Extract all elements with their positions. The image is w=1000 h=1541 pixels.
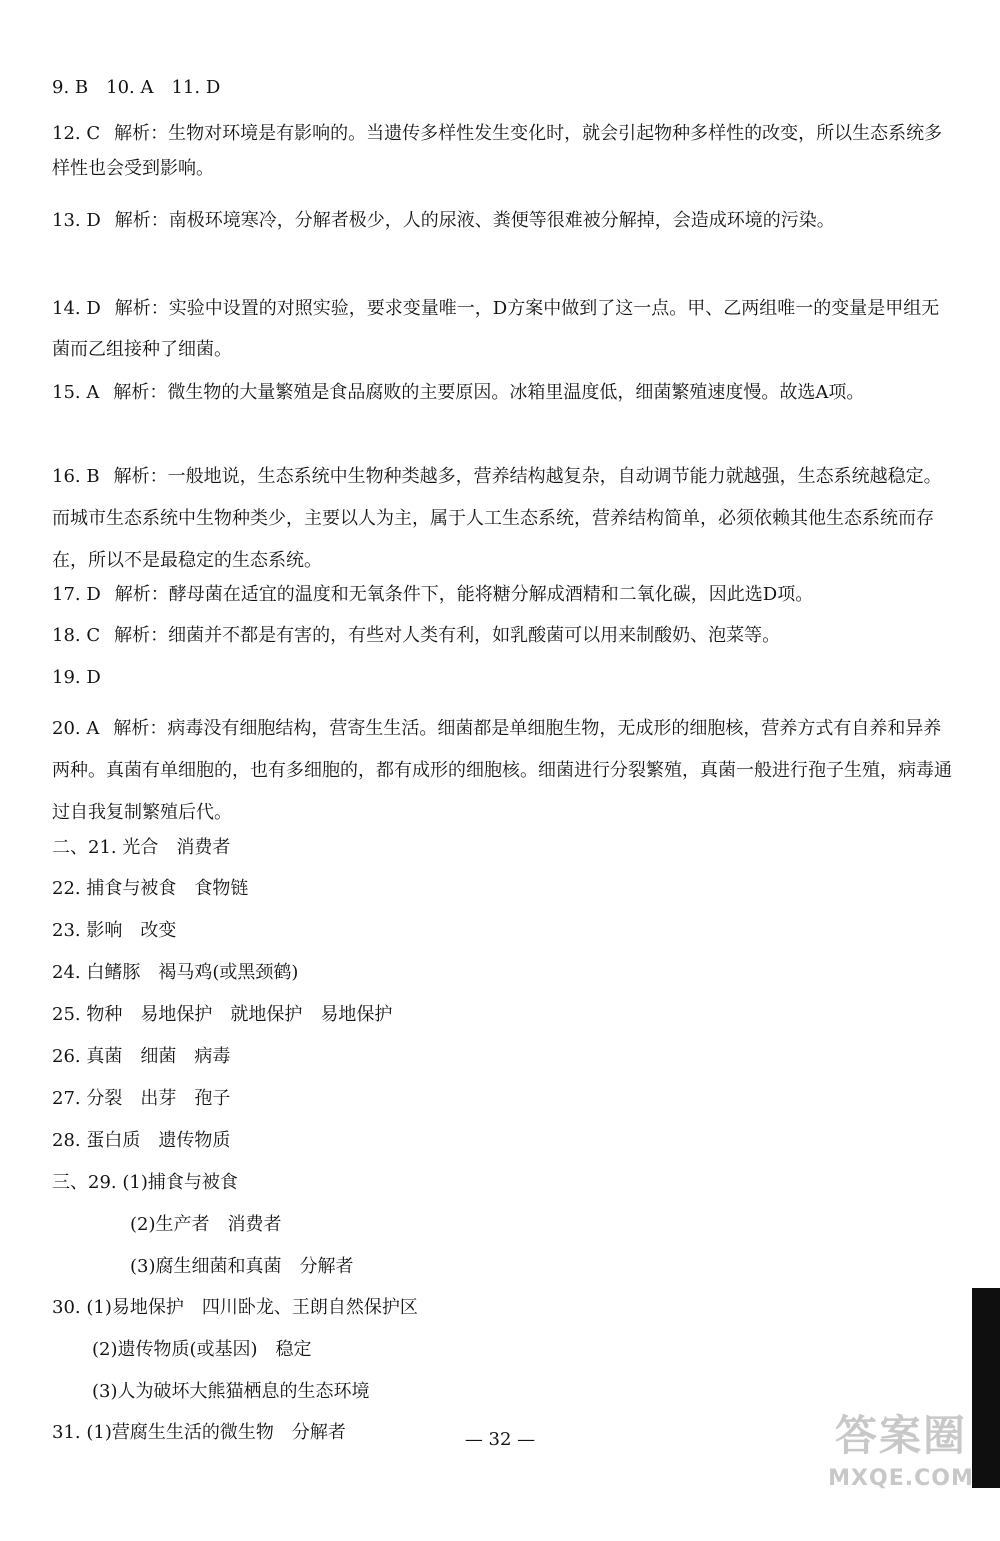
answer-line-q31-1: 31. (1)营腐生生活的微生物 分解者 bbox=[52, 1422, 346, 1443]
analysis-text: 实验中设置的对照实验，要求变量唯一，D方案中做到了这一点。甲、乙两组唯一的变量是甲组无菌而乙组接种了细菌。 bbox=[52, 298, 940, 360]
watermark-logo bbox=[820, 1408, 982, 1536]
answer-label: 12. C bbox=[52, 123, 101, 144]
answer-line-q22: 22. 捕食与被食 食物链 bbox=[52, 878, 249, 899]
analysis-text: 酵母菌在适宜的温度和无氧条件下，能将糖分解成酒精和二氧化碳，因此选D项。 bbox=[168, 584, 814, 605]
watermark-logo-text: 答案圈 bbox=[834, 1411, 967, 1460]
answer-label: 16. B bbox=[52, 466, 100, 487]
analysis-tag: 解析： bbox=[114, 123, 169, 144]
answer-line-q23: 23. 影响 改变 bbox=[52, 920, 177, 941]
analysis-text: 一般地说，生态系统中生物种类越多，营养结构越复杂，自动调节能力就越强，生态系统越稳定。而城市生态系统中生物种类少，主要以人为主，属于人工生态系统，营养结构简单，必须依赖其他生态系统而存在，所以不是最稳定的生态系统。 bbox=[52, 466, 942, 571]
analysis-tag: 解析： bbox=[114, 210, 169, 231]
answer-line-q19: 19. D bbox=[52, 667, 101, 688]
answer-label: 14. D bbox=[52, 298, 101, 319]
analysis-tag: 解析： bbox=[114, 625, 169, 646]
answer-label: 20. A bbox=[52, 718, 100, 739]
analysis-text: 微生物的大量繁殖是食品腐败的主要原因。冰箱里温度低，细菌繁殖速度慢。故选A项。 bbox=[167, 382, 865, 403]
answer-line-q30-3: (3)人为破坏大熊猫栖息的生态环境 bbox=[92, 1381, 370, 1402]
answer-q15 bbox=[52, 372, 952, 414]
analysis-text: 细菌并不都是有害的，有些对人类有利，如乳酸菌可以用来制酸奶、泡菜等。 bbox=[168, 625, 781, 646]
analysis-tag: 解析： bbox=[113, 382, 168, 403]
answer-q13 bbox=[52, 200, 952, 242]
answer-label: 18. C bbox=[52, 625, 101, 646]
answer-line-q28: 28. 蛋白质 遗传物质 bbox=[52, 1130, 231, 1151]
answer-line-q9-11: 9. B 10. A 11. D bbox=[52, 77, 221, 98]
answer-q17 bbox=[52, 583, 952, 607]
analysis-tag: 解析： bbox=[113, 466, 168, 487]
answer-q18 bbox=[52, 624, 952, 648]
answer-line-q24: 24. 白鳍豚 褐马鸡(或黑颈鹤) bbox=[52, 962, 299, 983]
answer-line-q29-1: 三、29. (1)捕食与被食 bbox=[52, 1172, 238, 1193]
answer-label: 17. D bbox=[52, 584, 101, 605]
answer-label: 13. D bbox=[52, 210, 101, 231]
answer-q20 bbox=[52, 708, 952, 834]
analysis-text: 病毒没有细胞结构，营寄生生活。细菌都是单细胞生物，无成形的细胞核，营养方式有自养和异养两种。真菌有单细胞的，也有多细胞的，都有成形的细胞核。细菌进行分裂繁殖，真菌一般进行孢子生殖，病毒通过自我复制繁殖后代。 bbox=[52, 718, 952, 823]
answer-line-q29-3: (3)腐生细菌和真菌 分解者 bbox=[130, 1256, 354, 1277]
analysis-tag: 解析： bbox=[114, 584, 169, 605]
answer-q16 bbox=[52, 456, 952, 582]
answer-q12 bbox=[52, 116, 952, 186]
analysis-text: 南极环境寒冷，分解者极少，人的尿液、粪便等很难被分解掉，会造成环境的污染。 bbox=[168, 210, 835, 231]
answer-q14 bbox=[52, 288, 952, 370]
page-number: — 32 — bbox=[464, 1429, 536, 1450]
answer-line-q30-2: (2)遗传物质(或基因) 稳定 bbox=[92, 1339, 312, 1360]
answer-line-q27: 27. 分裂 出芽 孢子 bbox=[52, 1088, 231, 1109]
analysis-tag: 解析： bbox=[114, 298, 169, 319]
answer-line-q26: 26. 真菌 细菌 病毒 bbox=[52, 1046, 231, 1067]
answer-line-q30-1: 30. (1)易地保护 四川卧龙、王朗自然保护区 bbox=[52, 1297, 418, 1318]
answer-label: 15. A bbox=[52, 382, 100, 403]
analysis-tag: 解析： bbox=[113, 718, 168, 739]
answer-line-q21: 二、21. 光合 消费者 bbox=[52, 837, 231, 858]
watermark-url: MXQE.COM bbox=[828, 1466, 974, 1491]
answer-line-q25: 25. 物种 易地保护 就地保护 易地保护 bbox=[52, 1004, 393, 1025]
answer-line-q29-2: (2)生产者 消费者 bbox=[130, 1214, 282, 1235]
analysis-text: 生物对环境是有影响的。当遗传多样性发生变化时，就会引起物种多样性的改变，所以生态系统多样性也会受到影响。 bbox=[52, 123, 943, 179]
